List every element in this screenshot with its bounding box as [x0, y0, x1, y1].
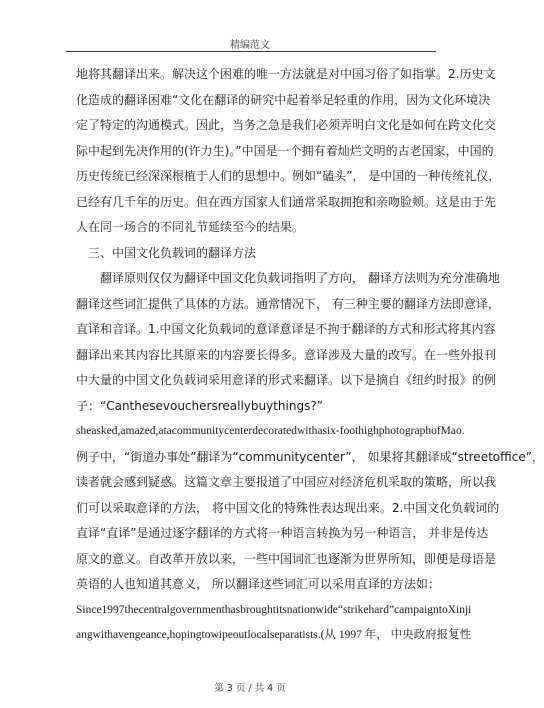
paragraph-line: 际中起到先决作用的(许力生)。”中国是一个拥有着灿烂文明的古老国家，中国的 — [76, 143, 494, 158]
section-line: 子：“Canthesevouchersreallybuythings?” — [76, 398, 323, 413]
section-line: 读者就会感到疑惑。这篇文章主要报道了中国应对经济危机采取的策略，所以我 — [76, 475, 497, 489]
section-line: 原文的意义。自改革开放以来，一些中国词汇也逐渐为世界所知，即便是母语是 — [76, 551, 497, 566]
header-divider — [66, 51, 436, 52]
section-line: 中大量的中国文化负载词采用意译的形式来翻译。以下是摘自《纽约时报》的例 — [76, 373, 497, 387]
section-line: 们可以采取意译的方法， 将中国文化的特殊性表达现出来。2.中国文化负载词的 — [76, 500, 500, 515]
section-line: 直译和音译。1.中国文化负载词的意译意译是不拘于翻译的方式和形式将其内容 — [76, 322, 496, 336]
paragraph-line: 已经有几千年的历史。但在西方国家人们通常采取拥抱和亲吻脸颊。这是由于先 — [76, 194, 497, 209]
section-line: Since1997thecentralgovernmenthasbroughtitsnationwide“strikehard”campaigntoXinji — [76, 603, 472, 616]
section-line: 例子中，“街道办事处”翻译为“communitycenter”， 如果将其翻译成“streetoffice”， — [76, 449, 544, 464]
page-header: 精编范文 — [230, 40, 270, 51]
section-line: 翻译这些词汇提供了具体的方法。通常情况下， 有三种主要的翻译方法即意译， — [76, 296, 500, 311]
section-line: sheasked,amazed,atacommunitycenterdecoratedwithasix-foothighphotographofMao. — [76, 425, 465, 437]
paragraph-line: 人在同一场合的不同礼节延续至今的结果。 — [76, 220, 305, 234]
paragraph-line: 地将其翻译出来。解决这个困难的唯一方法就是对中国习俗了如指掌。2.历史文 — [76, 67, 496, 81]
section-line: 翻译出来其内容比其原来的内容要长得多。意译涉及大量的改写。在一些外报刊 — [76, 347, 497, 362]
section-line: 英语的人也知道其意义， 所以翻译这些词汇可以采用直译的方法如： — [76, 577, 440, 591]
paragraph-line: 化造成的翻译困难“文化在翻译的研究中起着举足轻重的作用，因为文化环境决 — [76, 92, 491, 107]
paragraph-line: 定了特定的沟通模式。因此，当务之急是我们必须弄明白文化是如何在跨文化交 — [76, 118, 497, 132]
section-line: 翻译原则仅仅为翻译中国文化负载词指明了方向， 翻译方法则为充分准确地 — [100, 271, 500, 285]
paragraph-line: 历史传统已经深深根植于人们的思想中。例如“磕头”， 是中国的一种传统礼仪， — [76, 169, 501, 183]
page-footer: 第 3 页 / 共 4 页 — [214, 683, 286, 694]
body-text — [76, 62, 544, 649]
section-line: 直译“直译”是通过逐字翻译的方式将一种语言转换为另一种语言， 并非是传达 — [76, 526, 489, 540]
section-line: angwithavengeance,hopingtowipeoutlocalseparatists.(从 1997 年， 中央政府报复性 — [76, 629, 472, 641]
section-heading: 三、中国文化负载词的翻译方法 — [88, 245, 257, 260]
